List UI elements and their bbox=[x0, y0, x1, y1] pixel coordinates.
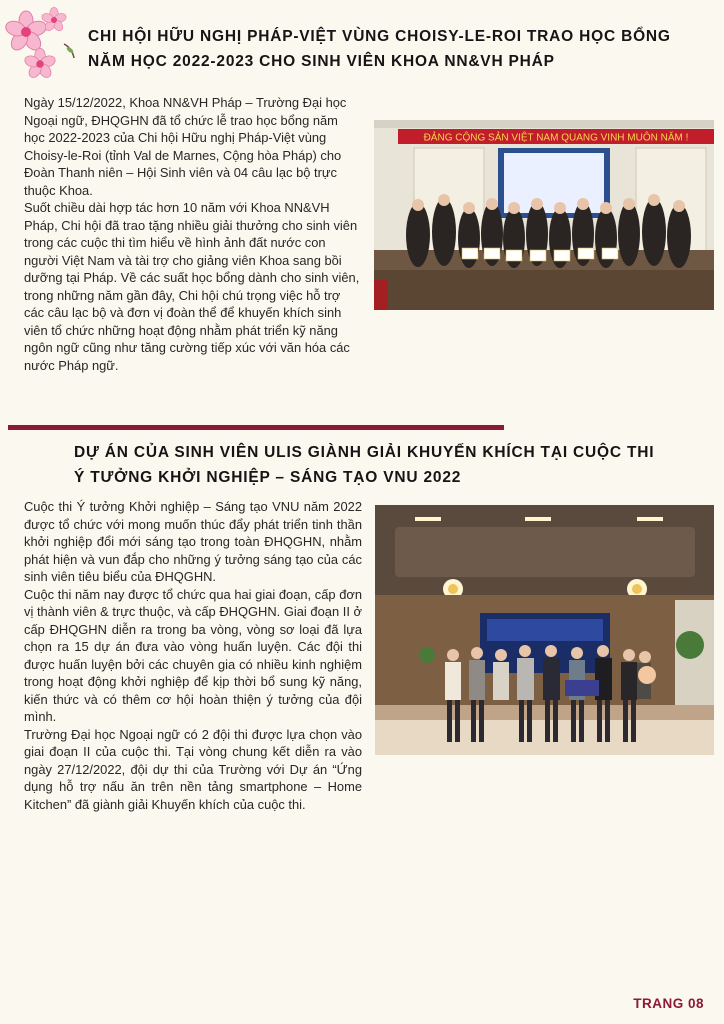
article-1-title-line-1: CHI HỘI HỮU NGHỊ PHÁP-VIỆT VÙNG CHOISY-LE-ROI TRAO HỌC BỔNG bbox=[88, 28, 671, 45]
article-2-title-line-1: DỰ ÁN CỦA SINH VIÊN ULIS GIÀNH GIẢI KHUYẾN KHÍCH TẠI CUỘC THI bbox=[74, 444, 655, 461]
article-1-paragraph: Suốt chiều dài hợp tác hơn 10 năm với Khoa NN&VH Pháp, Chi hội đã trao tặng nhiều giải thưởng cho sinh viên trong các cuộc thi tìm hiểu về hình ảnh đất nước con người Việt Nam và tài trợ cho giảng viên Khoa sang bồi dưỡng tại Pháp. Về các suất học bổng dành cho sinh viên, trong những năm gần đây, Chi hội chú trọng việc hỗ trợ các câu lạc bộ và đơn vị đoàn thể để khuyến khích sinh viên tổ chức những hoạt động nhằm phát triển kỹ năng ngôn ngữ cũng như tăng cường tiếp xúc với văn hóa các nước Pháp ngữ. bbox=[24, 200, 360, 373]
article-1-body bbox=[24, 94, 360, 374]
article-2-body bbox=[24, 498, 362, 813]
article-2-title bbox=[74, 440, 714, 490]
startup-contest-photo bbox=[375, 505, 714, 755]
article-2-paragraph: Trường Đại học Ngoại ngữ có 2 đội thi được lựa chọn vào giai đoạn II của cuộc thi. Tại vòng chung kết diễn ra vào ngày 27/12/2022, đội dự thi của Trường với Dự án “Ứng dụng hỗ trợ nấu ăn trên nền tảng smartphone – Home Kitchen” đã giành giải Khuyến khích của cuộc thi. bbox=[24, 726, 362, 812]
scholarship-ceremony-photo bbox=[374, 120, 714, 310]
peach-blossom-icon bbox=[4, 6, 80, 82]
page-number: TRANG 08 bbox=[633, 996, 704, 1011]
article-2-title-line-2: Ý TƯỞNG KHỞI NGHIỆP – SÁNG TẠO VNU 2022 bbox=[74, 469, 462, 486]
photo-banner-text: ĐẢNG CỘNG SẢN VIỆT NAM QUANG VINH MUÔN NĂM ! bbox=[423, 132, 689, 144]
article-1-paragraph: Ngày 15/12/2022, Khoa NN&VH Pháp – Trường Đại học Ngoại ngữ, ĐHQGHN đã tổ chức lễ trao học bổng năm học 2022-2023 của Chi hội Hữu nghị Pháp-Việt vùng Choisy-le-Roi (tỉnh Val de Marnes, Cộng hòa Pháp) cho Đoàn Thanh niên – Hội Sinh viên và 04 câu lạc bộ trực thuộc Khoa. bbox=[24, 95, 347, 198]
article-1-title-line-2: NĂM HỌC 2022-2023 CHO SINH VIÊN KHOA NN&VH PHÁP bbox=[88, 53, 555, 70]
article-2-paragraph: Cuộc thi năm nay được tổ chức qua hai giai đoạn, cấp đơn vị thành viên & trực thuộc, và cấp ĐHQGHN. Giai đoạn II ở cấp ĐHQGHN diễn ra trong ba vòng, vòng sơ loại đã lựa chọn ra 15 dự án đưa vào vòng huấn luyện. Các đội thi được huấn luyện bởi các chuyên gia có nhiều kinh nghiệm trong hoạt động khởi nghiệp để kịp thời bổ sung kỹ năng, kiến thức và có thêm cơ hội hoàn thiện ý tưởng của đội mình. bbox=[24, 586, 362, 724]
article-2-paragraph: Cuộc thi Ý tưởng Khởi nghiệp – Sáng tạo VNU năm 2022 được tổ chức với mong muốn thúc đẩy phát triển tinh thần khởi nghiệp đổi mới sáng tạo trong toàn ĐHQGHN, nhằm phát hiện và vun đắp cho những ý tưởng sáng tạo của các sinh viên tiêu biểu của ĐHQGHN. bbox=[24, 499, 362, 584]
section-divider bbox=[8, 425, 504, 430]
article-1-title bbox=[88, 24, 708, 74]
